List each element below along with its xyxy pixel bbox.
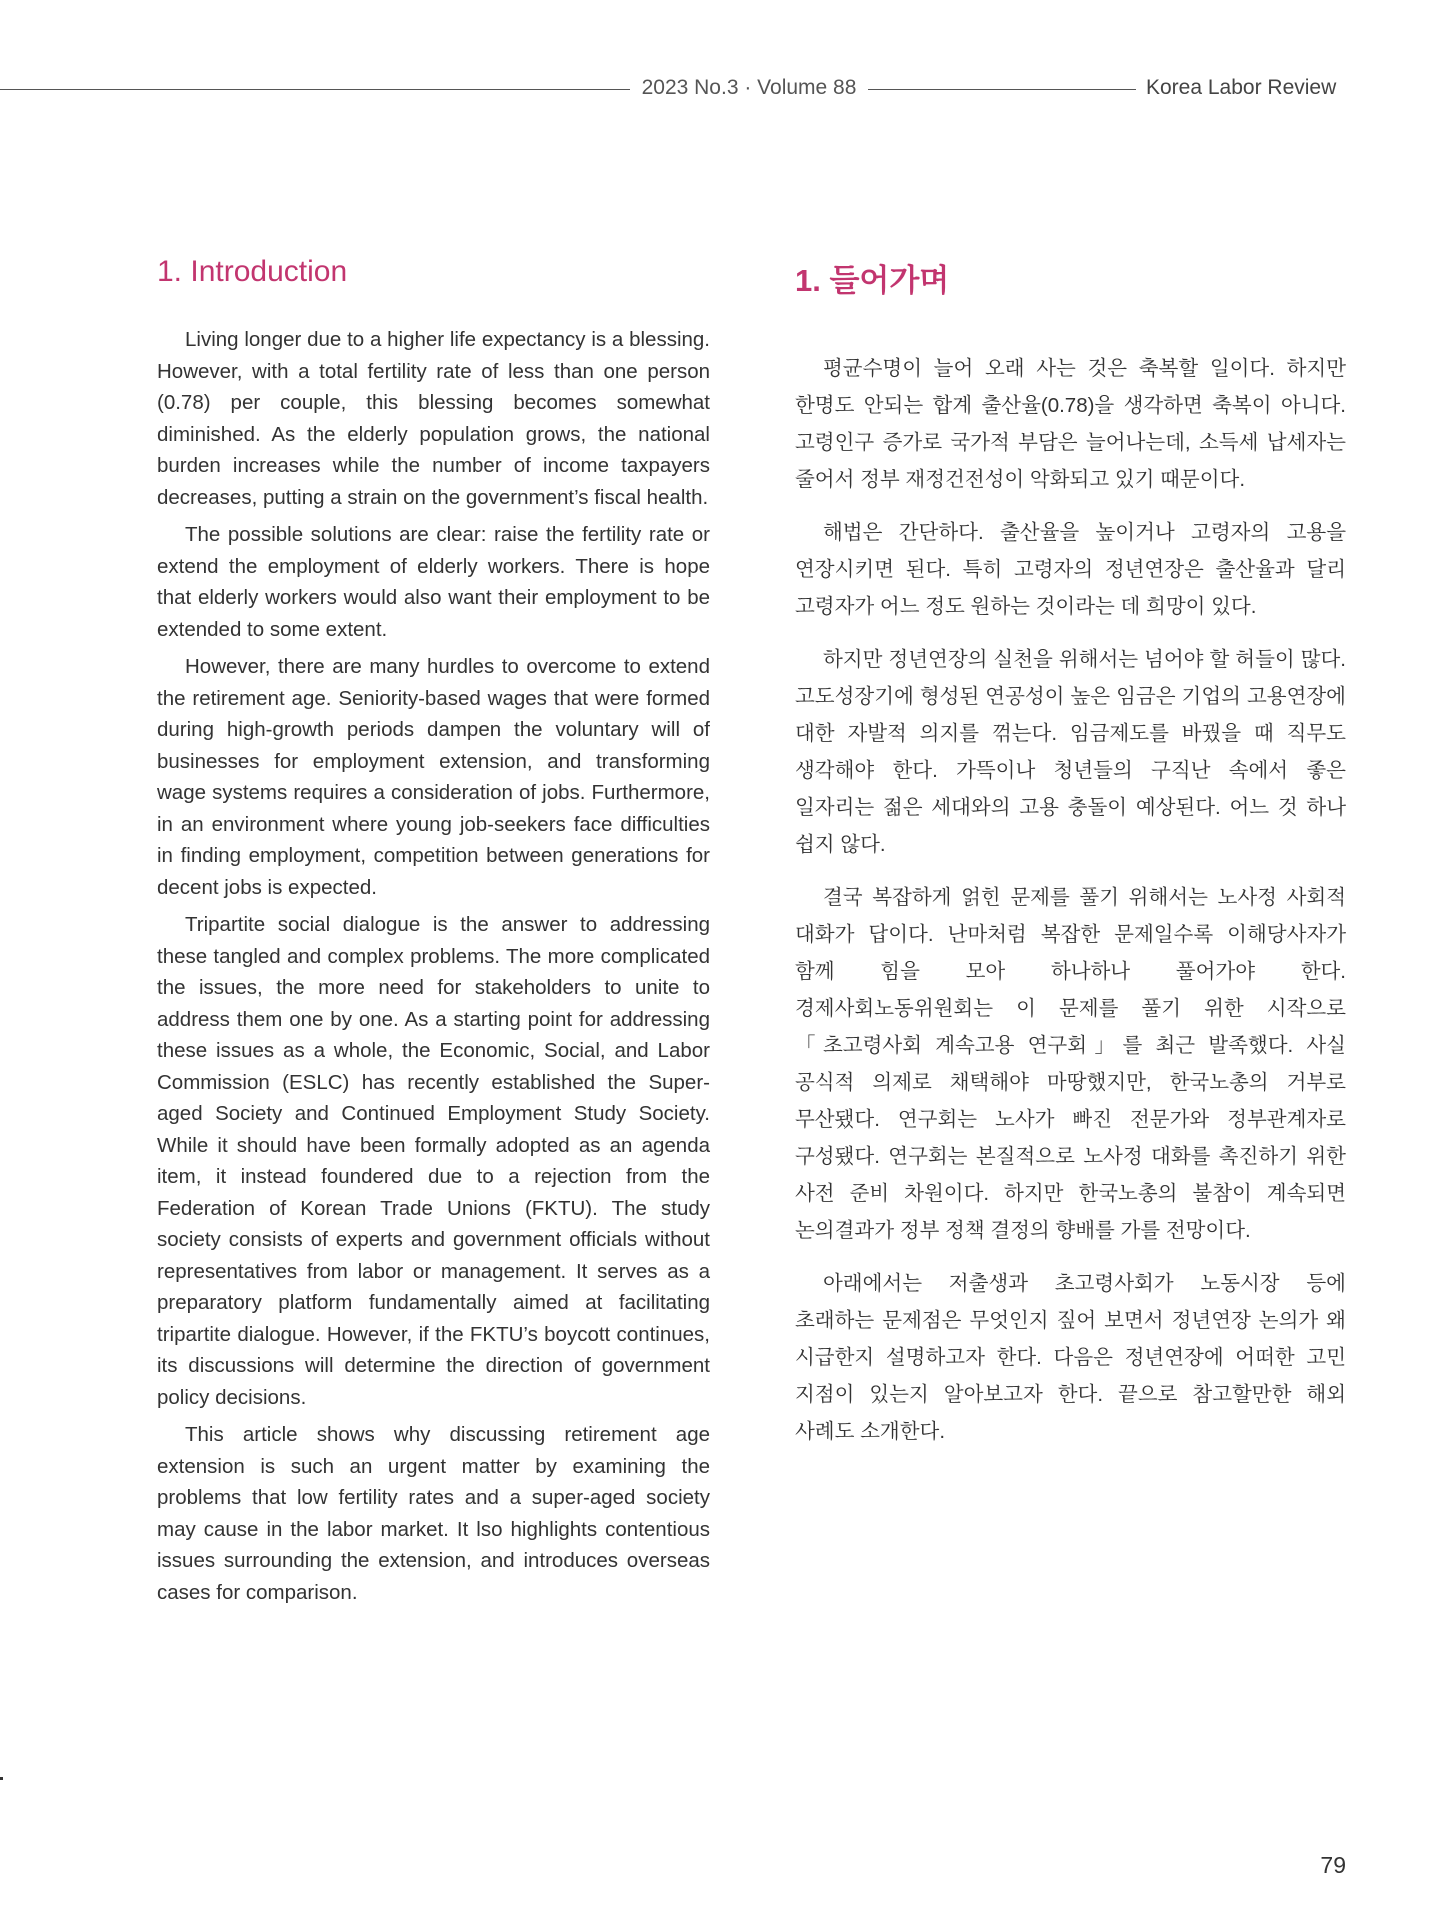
korean-body (795, 350, 1346, 1450)
korean-paragraph: 하지만 정년연장의 실천을 위해서는 넘어야 할 허들이 많다. 고도성장기에 형성된 연공성이 높은 임금은 기업의 고용연장에 대한 자발적 의지를 꺾는다. 임금제도를 바꿨을 때 직무도 생각해야 한다. 가뜩이나 청년들의 구직난 속에서 좋은 일자리는 젊은 세대와의 고용 충돌이 예상된다. 어느 것 하나 쉽지 않다. (795, 648, 1346, 856)
english-paragraph: Living longer due to a higher life expectancy is a blessing. However, with a total fertility rate of less than one person (0.78) per couple, this blessing becomes somewhat diminished. As the elderly population grows, the national burden increases while the number of income taxpayers decreases, putting a strain on the government’s fiscal health. (157, 328, 710, 509)
issue-label: 2023 No.3 · Volume 88 (641, 76, 857, 99)
journal-title: Korea Labor Review (1146, 76, 1337, 99)
english-column (157, 255, 710, 1614)
english-paragraph: This article shows why discussing retirement age extension is such an urgent matter by examining the problems that low fertility rates and a super-aged society may cause in the labor market. It lso highlights contentious issues surrounding the extension, and introduces overseas cases for comparison. (157, 1423, 710, 1604)
header-rule-right (868, 89, 1136, 90)
korean-paragraph: 아래에서는 저출생과 초고령사회가 노동시장 등에 초래하는 문제점은 무엇인지 짚어 보면서 정년연장 논의가 왜 시급한지 설명하고자 한다. 다음은 정년연장에 어떠한 고민 지점이 있는지 알아보고자 한다. 끝으로 참고할만한 해외 사례도 소개한다. (795, 1272, 1346, 1443)
english-paragraph: The possible solutions are clear: raise the fertility rate or extend the employment of elderly workers. There is hope that elderly workers would also want their employment to be extended to some extent. (157, 523, 710, 641)
korean-paragraph: 결국 복잡하게 얽힌 문제를 풀기 위해서는 노사정 사회적 대화가 답이다. 난마처럼 복잡한 문제일수록 이해당사자가 함께 힘을 모아 하나하나 풀어가야 한다. 경제사회노동위원회는 이 문제를 풀기 위한 시작으로 「초고령사회 계속고용 연구회」를 최근 발족했다. 사실 공식적 의제로 채택해야 마땅했지만, 한국노총의 거부로 무산됐다. 연구회는 노사가 빠진 전문가와 정부관계자로 구성됐다. 연구회는 본질적으로 노사정 대화를 촉진하기 위한 사전 준비 차원이다. 하지만 한국노총의 불참이 계속되면 논의결과가 정부 정책 결정의 향배를 가를 전망이다. (795, 886, 1346, 1242)
section-heading-english: 1. Introduction (157, 255, 348, 288)
header-rule-left (0, 89, 630, 90)
margin-mark (0, 1777, 3, 1780)
page-number: 79 (1320, 1852, 1346, 1878)
english-body (157, 324, 710, 1608)
english-paragraph: Tripartite social dialogue is the answer to addressing these tangled and complex problems. The more complicated the issues, the more need for stakeholders to unite to address them one by one. As a starting point for addressing these issues as a whole, the Economic, Social, and Labor Commission (ESLC) has recently established the Super-aged Society and Continued Employment Study Society. While it should have been formally adopted as an agenda item, it instead foundered due to a rejection from the Federation of Korean Trade Unions (FKTU). The study society consists of experts and government officials without representatives from labor or management. It serves as a preparatory platform fundamentally aimed at facilitating tripartite dialogue. However, if the FKTU’s boycott continues, its discussions will determine the direction of government policy decisions. (157, 913, 710, 1409)
korean-paragraph: 평균수명이 늘어 오래 사는 것은 축복할 일이다. 하지만 한명도 안되는 합계 출산율(0.78)을 생각하면 축복이 아니다. 고령인구 증가로 국가적 부담은 늘어나는데, 소득세 납세자는 줄어서 정부 재정건전성이 악화되고 있기 때문이다. (795, 357, 1346, 491)
section-heading-korean: 1. 들어가며 (795, 263, 950, 298)
english-paragraph: However, there are many hurdles to overcome to extend the retirement age. Seniority-based wages that were formed during high-growth periods dampen the voluntary will of businesses for employment extension, and transforming wage systems requires a consideration of jobs. Furthermore, in an environment where young job-seekers face difficulties in finding employment, competition between generations for decent jobs is expected. (157, 655, 710, 899)
korean-paragraph: 해법은 간단하다. 출산율을 높이거나 고령자의 고용을 연장시키면 된다. 특히 고령자의 정년연장은 출산율과 달리 고령자가 어느 정도 원하는 것이라는 데 희망이 있다. (795, 521, 1346, 618)
korean-column (795, 255, 1346, 1466)
